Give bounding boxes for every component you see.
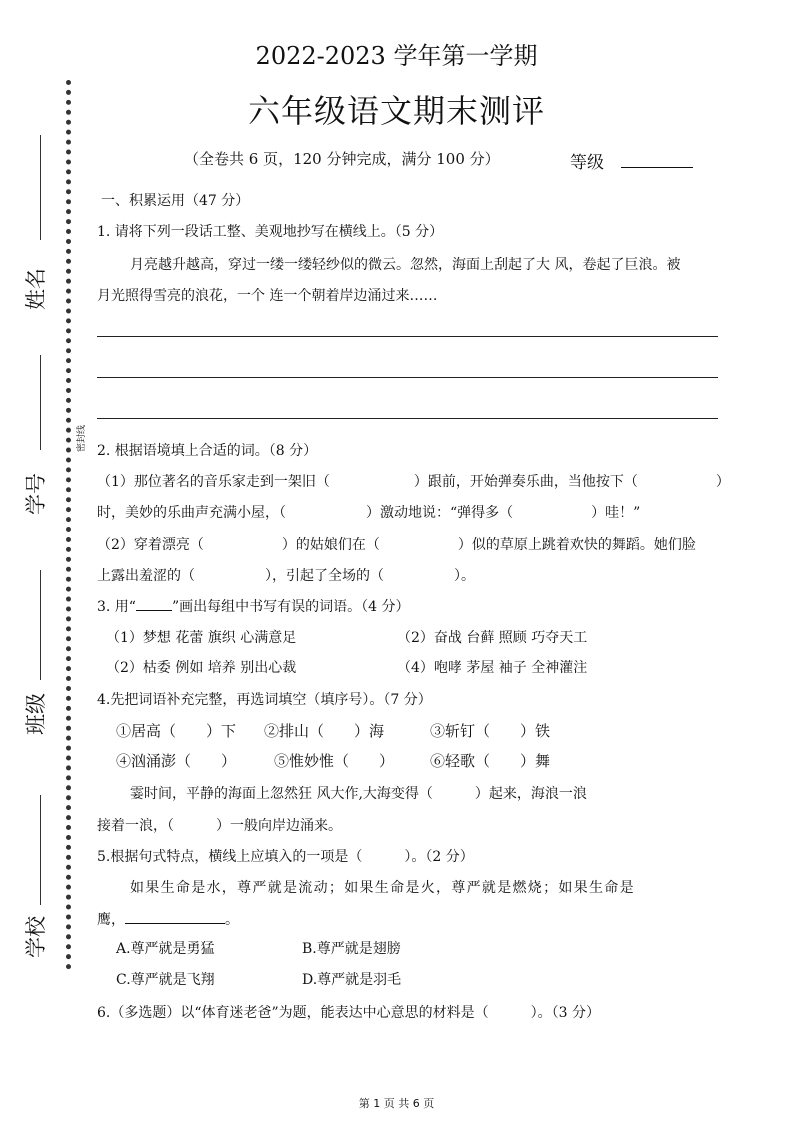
q3-title-text: 3. 用“ (97, 599, 136, 615)
q2-text: 时，美妙的乐曲声充满小屋，（ (97, 505, 286, 521)
q3-title (97, 596, 409, 616)
q2-text: ）。 (454, 568, 475, 584)
q4-option-2[interactable]: ②排山（ ）海 (264, 722, 385, 740)
q5-text: 鹰， (97, 912, 125, 928)
name-label: 姓名 (24, 268, 48, 310)
q5-option-d[interactable]: D.尊严就是羽毛 (302, 972, 402, 988)
q4-passage-line1: 霎时间，平静的海面上忽然狂 风大作,大海变得（ ）起来，海浪一浪 (130, 786, 587, 802)
exam-info: （全卷共 6 页，120 分钟完成，满分 100 分） (184, 150, 500, 168)
q5-sentence-line2 (97, 909, 239, 929)
class-label: 班级 (24, 693, 48, 735)
q2-text: ）跟前，开始弹奏乐曲，当他按下（ (413, 474, 638, 490)
class-line (40, 570, 41, 680)
q3-group-1[interactable]: （1）梦想 花蕾 旗织 心满意足 (106, 630, 297, 646)
q4-option-3[interactable]: ③斩钉（ ）铁 (430, 722, 551, 740)
page-number: 第 1 页 共 6 页 (358, 1097, 435, 1110)
student-no-label: 学号 (24, 473, 48, 515)
q2-line3 (97, 534, 696, 554)
q5-text: 。 (225, 912, 239, 928)
section-title: 一、积累运用（47 分） (101, 193, 250, 209)
year-term-title: 2022-2023 学年第一学期 (255, 42, 538, 70)
name-line (40, 135, 41, 240)
seal-dotted-line (66, 80, 77, 970)
q2-text: ）激动地说：“弹得多（ (366, 505, 514, 521)
q4-passage-line2: 接着一浪，（ ）一般向岸边涌来。 (97, 818, 342, 834)
copy-line-1[interactable] (97, 336, 718, 337)
q3-group-2[interactable]: （2）奋战 台藓 照顾 巧夺天工 (397, 630, 588, 646)
q4-option-4[interactable]: ④汹涌澎（ ） (116, 752, 237, 770)
q6-title: 6.（多选题）以“体育迷老爸”为题，能表达中心意思的材料是（ ）。（3 分） (97, 1005, 601, 1021)
q2-line4 (97, 565, 475, 585)
exam-title: 六年级语文期末测评 (247, 92, 545, 130)
q3-group-4[interactable]: （4）咆哮 茅屋 袖子 全神灌注 (397, 660, 588, 676)
q2-line2 (97, 502, 640, 522)
q1-title: 1. 请将下列一段话工整、美观地抄写在横线上。（5 分） (97, 224, 444, 240)
answer-blank[interactable] (125, 923, 225, 924)
q5-option-b[interactable]: B.尊严就是翅膀 (302, 941, 401, 957)
copy-line-3[interactable] (97, 418, 718, 419)
q1-passage-line2: 月光照得雪亮的浪花，一个 连一个朝着岸边涌过来…… (97, 288, 438, 304)
q2-text: （2）穿着漂亮（ (97, 537, 204, 553)
q3-group-3[interactable]: （2）枯委 例如 培养 别出心裁 (106, 660, 297, 676)
student-no-line (40, 355, 41, 450)
q2-text: （1）那位著名的音乐家走到一架旧（ (97, 474, 330, 490)
q5-sentence-line1: 如果生命是水，尊严就是流动；如果生命是火，尊严就是燃烧；如果生命是 (130, 880, 635, 896)
q4-option-5[interactable]: ⑤惟妙惟（ ） (274, 752, 395, 770)
q5-title: 5.根据句式特点，横线上应填入的一项是（ ）。（2 分） (97, 849, 474, 865)
q2-text: ），引起了全场的（ (265, 568, 384, 584)
q4-title: 4.先把词语补充完整，再选词填空（填序号）。（7 分） (97, 692, 432, 708)
q2-text: ）哇！” (591, 505, 641, 521)
q2-text: ）似的草原上跳着欢快的舞蹈。她们脸 (457, 537, 696, 553)
q5-option-a[interactable]: A.尊严就是勇猛 (116, 941, 215, 957)
q2-text: ）的姑娘们在（ (281, 537, 380, 553)
q1-passage-line1: 月亮越升越高，穿过一缕一缕轻纱似的微云。忽然，海面上刮起了大 风，卷起了巨浪。被 (130, 257, 681, 273)
q3-title-text: ”画出每组中书写有误的词语。（4 分） (171, 599, 410, 615)
q2-text: ） (715, 474, 730, 490)
school-line (40, 795, 41, 905)
grade-blank[interactable] (621, 167, 693, 168)
seal-line-label: 密封线 (77, 424, 87, 452)
school-label: 学校 (24, 916, 48, 958)
underline-sample (136, 610, 172, 611)
grade-label: 等级 (570, 153, 604, 173)
q4-option-1[interactable]: ①居高（ ）下 (116, 722, 237, 740)
q2-line1 (97, 471, 730, 491)
q5-option-c[interactable]: C.尊严就是飞翔 (116, 972, 215, 988)
q2-text: 上露出羞涩的（ (97, 568, 195, 584)
q2-title: 2. 根据语境填上合适的词。（8 分） (97, 443, 318, 459)
copy-line-2[interactable] (97, 377, 718, 378)
q4-option-6[interactable]: ⑥轻歌（ ）舞 (430, 752, 551, 770)
